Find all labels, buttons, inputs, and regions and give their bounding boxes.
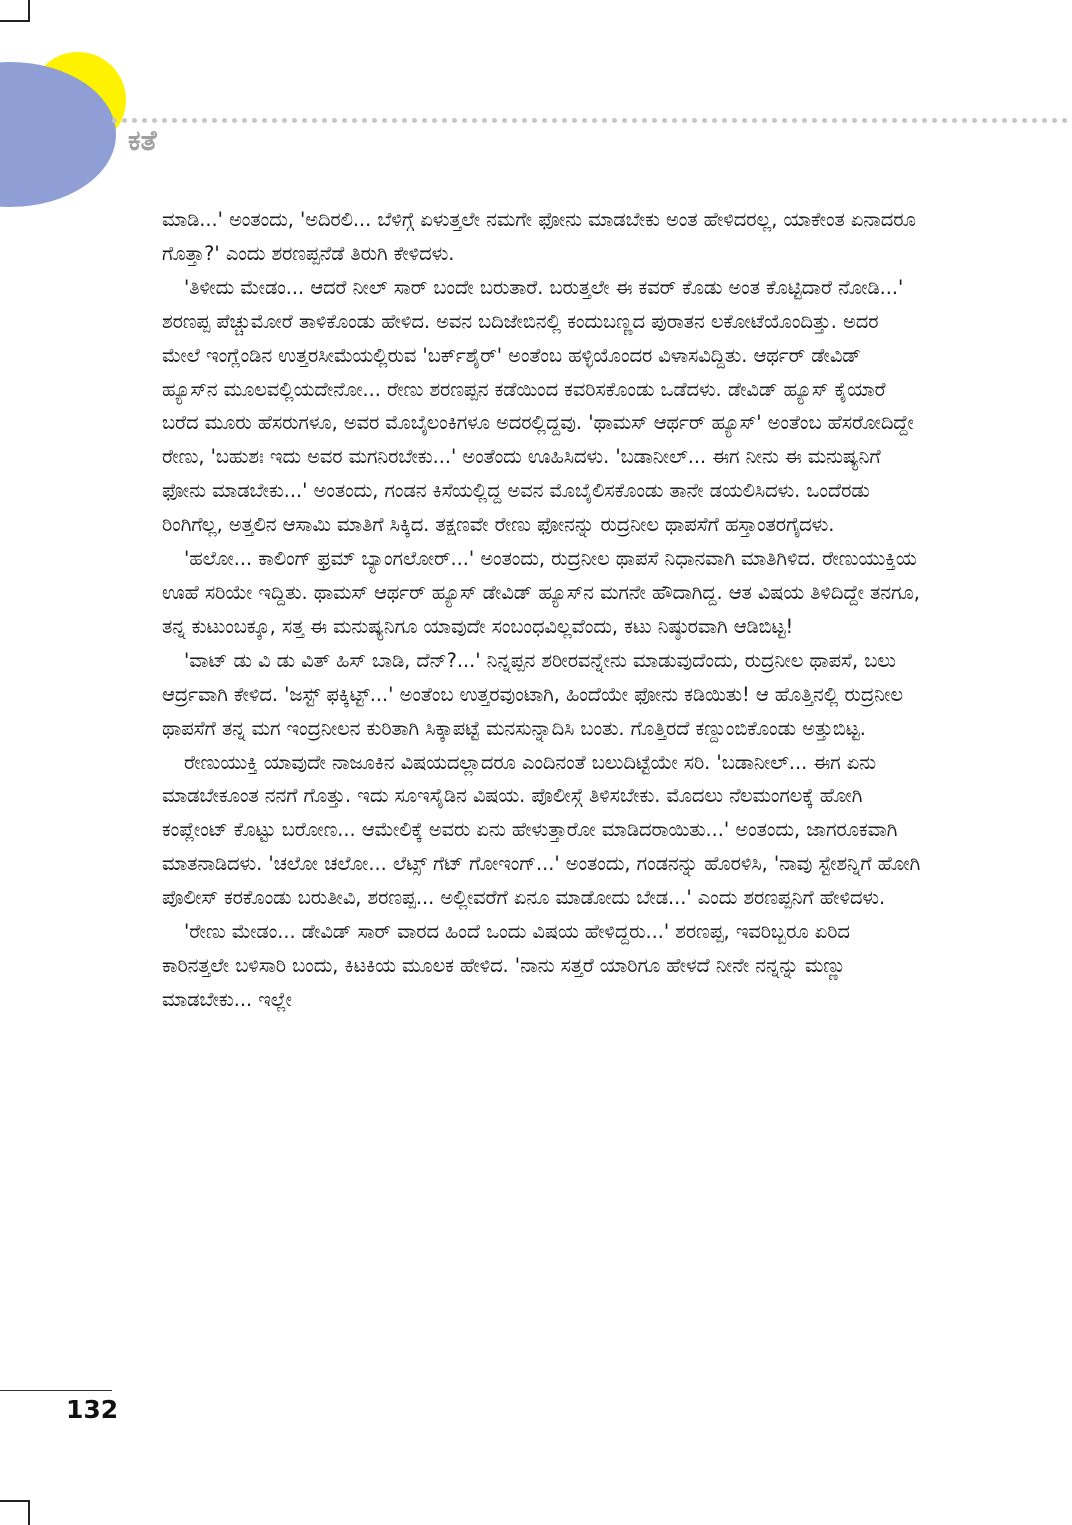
paragraph: 'ವಾಟ್ ಡು ವಿ ಡು ವಿತ್ ಹಿಸ್ ಬಾಡಿ, ದೆನ್?...' ನಿನ್ನಪ್ಪನ ಶರೀರವನ್ನೇನು ಮಾಡುವುದೆಂದು, ರುದ್ರನೀಲ ಥಾಪಸೆ, ಬಲು ಆರ್ದ್ರವಾಗಿ ಕೇಳಿದ. 'ಜಸ್ಟ್ ಫಕ್ಕಿಟ್ಟ್...' ಅಂತೆಂಬ ಉತ್ತರವುಂಟಾಗಿ, ಹಿಂದೆಯೇ ಫೋನು ಕಡಿಯಿತು! ಆ ಹೊತ್ತಿನಲ್ಲಿ ರುದ್ರನೀಲ ಥಾಪಸೆಗೆ ತನ್ನ ಮಗ ಇಂದ್ರನೀಲನ ಕುರಿತಾಗಿ ಸಿಕ್ಕಾಪಟ್ಟೆ ಮನಸುನ್ನಾದಿಸಿ ಬಂತು. ಗೊತ್ತಿರದೆ ಕಣ್ದುಂಬಿಕೊಂಡು ಅತ್ತುಬಿಟ್ಟ. <box>162 648 903 740</box>
paragraph: 'ರೇಣು ಮೇಡಂ... ಡೇವಿಡ್ ಸಾರ್ ವಾರದ ಹಿಂದೆ ಒಂದು ವಿಷಯ ಹೇಳಿದ್ದರು...' ಶರಣಪ್ಪ, ಇವರಿಬ್ಬರೂ ಏರಿದ ಕಾರಿನತ್ತಲೇ ಬಳಿಸಾರಿ ಬಂದು, ಕಿಟಕಿಯ ಮೂಲಕ ಹೇಳಿದ. 'ನಾನು ಸತ್ತರೆ ಯಾರಿಗೂ ಹೇಳದೆ ನೀನೇ ನನ್ನನ್ನು ಮಣ್ಣು ಮಾಡಬೇಕು... ಇಲ್ಲೇ <box>162 920 850 1011</box>
page-number-rule <box>0 1390 112 1391</box>
crop-mark-top-left-horizontal <box>0 20 30 22</box>
crop-mark-top-left <box>28 0 30 22</box>
paragraph: ಮಾಡಿ...' ಅಂತಂದು, 'ಅದಿರಲಿ... ಬೆಳಿಗ್ಗೆ ಏಳುತ್ತಲೇ ನಮಗೇ ಫೋನು ಮಾಡಬೇಕು ಅಂತ ಹೇಳಿದರಲ್ಲ, ಯಾಕೇಂತ ಏನಾದರೂ ಗೊತ್ತಾ?' ಎಂದು ಶರಣಪ್ಪನೆಡೆ ತಿರುಗಿ ಕೇಳಿದಳು. <box>162 208 916 265</box>
paragraph: 'ಹಲೋ... ಕಾಲಿಂಗ್ ಫ್ರಮ್ ಬ್ಯಾಂಗಲೋರ್...' ಅಂತಂದು, ರುದ್ರನೀಲ ಥಾಪಸೆ ನಿಧಾನವಾಗಿ ಮಾತಿಗಿಳಿದ. ರೇಣುಯುಕ್ತಿಯ ಊಹೆ ಸರಿಯೇ ಇದ್ದಿತು. ಥಾಮಸ್ ಆರ್ಥರ್ ಹ್ಯೂಸ್ ಡೇವಿಡ್ ಹ್ಯೂಸ್‌ನ ಮಗನೇ ಹೌದಾಗಿದ್ದ. ಆತ ವಿಷಯ ತಿಳಿದಿದ್ದೇ ತನಗೂ, ತನ್ನ ಕುಟುಂಬಕ್ಕೂ, ಸತ್ತ ಈ ಮನುಷ್ಯನಿಗೂ ಯಾವುದೇ ಸಂಬಂಧವಿಲ್ಲವೆಂದು, ಕಟು ನಿಷ್ಠುರವಾಗಿ ಆಡಿಬಿಟ್ಟ! <box>162 547 920 638</box>
page-number: 132 <box>66 1395 119 1424</box>
crop-mark-bottom-left-horizontal <box>0 1500 30 1502</box>
paragraph: ರೇಣುಯುಕ್ತಿ ಯಾವುದೇ ನಾಜೂಕಿನ ವಿಷಯದಲ್ಲಾದರೂ ಎಂದಿನಂತೆ ಬಲುದಿಟ್ಟೆಯೇ ಸರಿ. 'ಬಡಾನೀಲ್... ಈಗ ಏನು ಮಾಡಬೇಕೂಂತ ನನಗೆ ಗೊತ್ತು. ಇದು ಸೂಇಸೈಡಿನ ವಿಷಯ. ಪೊಲೀಸ್ಗೆ ತಿಳಿಸಬೇಕು. ಮೊದಲು ನೆಲಮಂಗಲಕ್ಕೆ ಹೋಗಿ ಕಂಪ್ಲೇಂಟ್ ಕೊಟ್ಟು ಬರೋಣ... ಆಮೇಲಿಕ್ಕೆ ಅವರು ಏನು ಹೇಳುತ್ತಾರೋ ಮಾಡಿದರಾಯಿತು...' ಅಂತಂದು, ಜಾಗರೂಕವಾಗಿ ಮಾತನಾಡಿದಳು. 'ಚಲೋ ಚಲೋ... ಲೆಟ್ಸ್ ಗೆಟ್ ಗೋಇಂಗ್...' ಅಂತಂದು, ಗಂಡನನ್ನು ಹೊರಳಿಸಿ, 'ನಾವು ಸ್ಟೇಶನ್ನಿಗೆ ಹೋಗಿ ಪೊಲೀಸ್ ಕರಕೊಂಡು ಬರುತೀವಿ, ಶರಣಪ್ಪ... ಅಲ್ಲೀವರೆಗೆ ಏನೂ ಮಾಡೋದು ಬೇಡ...' ಎಂದು ಶರಣಪ್ಪನಿಗೆ ಹೇಳಿದಳು. <box>162 750 921 910</box>
crop-mark-bottom-left <box>28 1500 30 1525</box>
dotted-header-rule <box>112 118 1068 123</box>
paragraph: 'ತಿಳೀದು ಮೇಡಂ... ಆದರೆ ನೀಲ್ ಸಾರ್ ಬಂದೇ ಬರುತಾರೆ. ಬರುತ್ತಲೇ ಈ ಕವರ್ ಕೊಡು ಅಂತ ಕೊಟ್ಟಿದಾರೆ ನೋಡಿ...' ಶರಣಪ್ಪ ಪೆಚ್ಚುಮೋರೆ ತಾಳಿಕೊಂಡು ಹೇಳಿದ. ಅವನ ಬದಿಜೇಬಿನಲ್ಲಿ ಕಂದುಬಣ್ಣದ ಪುರಾತನ ಲಕೋಟೆಯೊಂದಿತ್ತು. ಅದರ ಮೇಲೆ ಇಂಗ್ಲೆಂಡಿನ ಉತ್ತರಸೀಮೆಯಲ್ಲಿರುವ 'ಬರ್ಕ್‌ಶೈರ್' ಅಂತೆಂಬ ಹಳ್ಳಿಯೊಂದರ ವಿಳಾಸವಿದ್ದಿತು. ಆರ್ಥರ್ ಡೇವಿಡ್ ಹ್ಯೂಸ್‌ನ ಮೂಲವಲ್ಲಿಯದೇನೋ... ರೇಣು ಶರಣಪ್ಪನ ಕಡೆಯಿಂದ ಕವರಿಸಕೊಂಡು ಒಡೆದಳು. ಡೇವಿಡ್ ಹ್ಯೂಸ್ ಕೈಯಾರೆ ಬರೆದ ಮೂರು ಹೆಸರುಗಳೂ, ಅವರ ಮೊಬೈಲಂಕಿಗಳೂ ಅದರಲ್ಲಿದ್ದವು. 'ಥಾಮಸ್ ಆರ್ಥರ್ ಹ್ಯೂಸ್' ಅಂತೆಂಬ ಹೆಸರೋದಿದ್ದೇ ರೇಣು, 'ಬಹುಶಃ ಇದು ಅವರ ಮಗನಿರಬೇಕು...' ಅಂತೆಂದು ಊಹಿಸಿದಳು. 'ಬಡಾನೀಲ್... ಈಗ ನೀನು ಈ ಮನುಷ್ಯನಿಗೆ ಫೋನು ಮಾಡಬೇಕು...' ಅಂತಂದು, ಗಂಡನ ಕಿಸೆಯಲ್ಲಿದ್ದ ಅವನ ಮೊಬೈಲಿಸಕೊಂಡು ತಾನೇ ಡಯಲಿಸಿದಳು. ಒಂದೆರಡು ರಿಂಗಿಗೆಲ್ಲ, ಅತ್ತಲಿನ ಆಸಾಮಿ ಮಾತಿಗೆ ಸಿಕ್ಕಿದ. ತಕ್ಷಣವೇ ರೇಣು ಫೋನನ್ನು ರುದ್ರನೀಲ ಥಾಪಸೆಗೆ ಹಸ್ತಾಂತರಗೈದಳು. <box>162 275 914 537</box>
story-body <box>162 203 922 1017</box>
section-label: ಕತೆ <box>128 124 157 157</box>
